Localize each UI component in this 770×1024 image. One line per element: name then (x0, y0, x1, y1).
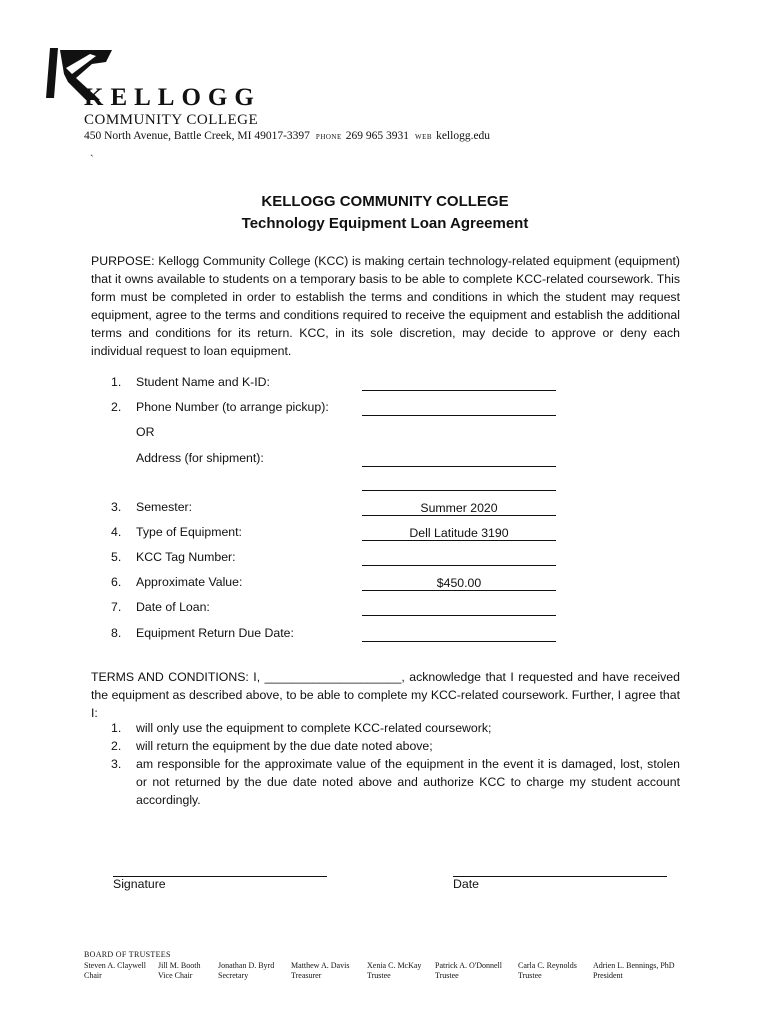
stray-mark: ` (90, 154, 94, 166)
name-blank[interactable]: ____________________ (264, 670, 402, 684)
document-subtitle: Technology Equipment Loan Agreement (241, 215, 529, 232)
form-item-number: 8. (111, 626, 122, 640)
trustee-name: Xenia C. McKay (367, 961, 422, 970)
form-item-field[interactable]: Dell Latitude 3190 (362, 526, 556, 541)
form-item-field[interactable] (362, 401, 556, 416)
trustee-name: Adrien L. Bennings, PhD (593, 961, 675, 970)
form-item-number: 1. (111, 375, 122, 389)
web-address: kellogg.edu (436, 130, 491, 142)
document-title: KELLOGG COMMUNITY COLLEGE (261, 193, 509, 210)
board-heading: BOARD OF TRUSTEES (84, 950, 171, 959)
form-item-field[interactable]: Summer 2020 (362, 501, 556, 516)
form-item-field[interactable] (362, 601, 556, 616)
trustee-name: Patrick A. O'Donnell (435, 961, 502, 970)
terms-item-number: 2. (111, 739, 122, 753)
form-item-label: Phone Number (to arrange pickup): (136, 400, 329, 414)
trustee-role: Trustee (518, 971, 542, 980)
form-item-number: 2. (111, 400, 122, 414)
phone-label: PHONE (315, 133, 342, 141)
terms-intro-start: TERMS AND CONDITIONS: I, (91, 670, 261, 684)
trustee-role: Vice Chair (158, 971, 193, 980)
date-label: Date (453, 877, 479, 891)
date-line[interactable] (453, 866, 667, 877)
terms-item-number: 1. (111, 721, 122, 735)
trustee (593, 961, 675, 981)
college-address (84, 130, 490, 142)
form-item-number: 5. (111, 550, 122, 564)
trustee (367, 961, 421, 981)
trustee-role: Treasurer (291, 971, 322, 980)
trustee (218, 961, 274, 981)
phone-number: 269 965 3931 (345, 130, 410, 142)
trustee (291, 961, 349, 981)
terms-item (111, 719, 680, 737)
terms-list (111, 719, 680, 809)
form-item-label: Equipment Return Due Date: (136, 626, 294, 640)
form-item-number: 6. (111, 575, 122, 589)
college-subname: COMMUNITY COLLEGE (84, 112, 259, 128)
trustee (435, 961, 502, 981)
trustee-name: Matthew A. Davis (291, 961, 350, 970)
trustee (84, 961, 146, 981)
trustee-name: Jonathan D. Byrd (218, 961, 275, 970)
form-item-label: Student Name and K-ID: (136, 375, 270, 389)
form-item-label: Approximate Value: (136, 575, 243, 589)
trustee-name: Steven A. Claywell (84, 961, 146, 970)
signature-label: Signature (113, 877, 166, 891)
terms-item-number: 3. (111, 757, 122, 771)
trustee-role: Trustee (367, 971, 391, 980)
form-item-number: 7. (111, 600, 122, 614)
terms-intro-end: , acknowledge that I requested and have received the equipment as described above, to be able to complete my KCC-related coursework. Further, I agree that I: (91, 670, 680, 720)
form-item-label: Address (for shipment): (136, 451, 264, 465)
terms-item-text: will only use the equipment to complete KCC-related coursework; (136, 721, 492, 735)
web-label: WEB (415, 133, 433, 141)
trustee (158, 961, 200, 981)
trustee-role: Trustee (435, 971, 459, 980)
trustee-role: Secretary (218, 971, 249, 980)
form-item-field[interactable] (362, 627, 556, 642)
trustee-name: Jill M. Booth (158, 961, 201, 970)
terms-intro (91, 668, 680, 722)
form-item-number: 4. (111, 525, 122, 539)
form-item-field[interactable] (362, 452, 556, 467)
trustee-role: Chair (84, 971, 102, 980)
trustee-role: President (593, 971, 623, 980)
trustee-name: Carla C. Reynolds (518, 961, 577, 970)
form-item-label: Type of Equipment: (136, 525, 242, 539)
trustee (518, 961, 577, 981)
terms-item (111, 755, 680, 809)
form-item-field[interactable]: $450.00 (362, 576, 556, 591)
college-name: KELLOGG (84, 84, 261, 111)
signature-line[interactable] (113, 866, 327, 877)
form-item-label: KCC Tag Number: (136, 550, 236, 564)
street-address: 450 North Avenue, Battle Creek, MI 49017-3397 (84, 130, 310, 142)
form-item-field[interactable] (362, 376, 556, 391)
terms-item-text: will return the equipment by the due date noted above; (136, 739, 433, 753)
purpose-paragraph: PURPOSE: Kellogg Community College (KCC) is making certain technology-related equipment (equipment) that it owns available to students on a temporary basis to be able to complete KCC-related coursework. This form must be completed in order to establish the terms and conditions in which the student may request equipment, agree to the terms and conditions required to receive the equipment and establish the additional terms and conditions for its return. KCC, in its sole discretion, may decide to approve or deny each individual request to loan equipment. (91, 254, 680, 358)
form-item-number: 3. (111, 500, 122, 514)
terms-item (111, 737, 680, 755)
form-item-label: OR (136, 425, 155, 439)
terms-item-text: am responsible for the approximate value of the equipment in the event it is damaged, lost, stolen or not returned by the due date noted above and authorize KCC to charge my student account accordingly. (136, 757, 680, 807)
form-item-field[interactable] (362, 551, 556, 566)
address-line-2-field[interactable] (362, 476, 556, 491)
form-item-label: Semester: (136, 500, 193, 514)
form-item-label: Date of Loan: (136, 600, 210, 614)
